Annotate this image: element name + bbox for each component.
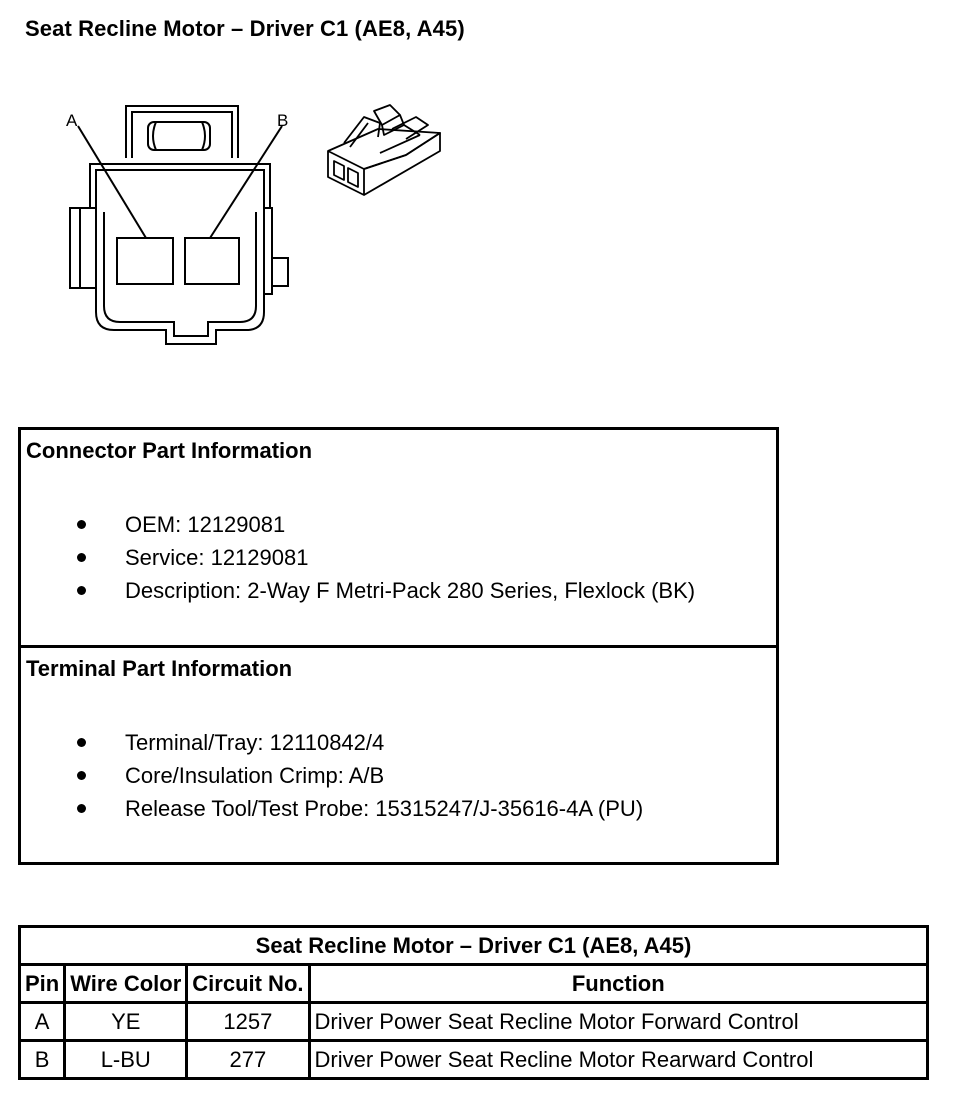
pin-table [18,925,929,1080]
header-wire-color: Wire Color [65,965,187,1003]
bullet-icon [77,520,86,529]
list-item [21,574,695,607]
connector-face-diagram [60,100,300,350]
table-caption: Seat Recline Motor – Driver C1 (AE8, A45) [20,927,928,965]
table-row [20,1003,928,1041]
bullet-icon [77,586,86,595]
list-item [21,792,643,825]
function-cell: Driver Power Seat Recline Motor Forward Control [309,1003,928,1041]
function-cell: Driver Power Seat Recline Motor Rearward Control [309,1041,928,1079]
crimp-text: Core/Insulation Crimp: A/B [125,763,385,788]
bullet-icon [77,771,86,780]
list-item [21,726,643,759]
header-circuit-no: Circuit No. [187,965,309,1003]
header-pin: Pin [20,965,65,1003]
connector-part-information [21,430,776,648]
list-item [21,759,643,792]
bullet-icon [77,804,86,813]
circuit-cell: 1257 [187,1003,309,1041]
bullet-icon [77,738,86,747]
pin-label-a: A [66,111,78,130]
pin-label-b: B [277,111,289,130]
list-item [21,508,695,541]
terminal-info-heading: Terminal Part Information [26,656,293,681]
circuit-cell: 277 [187,1041,309,1079]
pin-cell: A [20,1003,65,1041]
connector-oem-text: OEM: 12129081 [125,512,286,537]
wire-color-cell: YE [65,1003,187,1041]
terminal-part-information [21,648,776,862]
table-caption-row [20,927,928,965]
list-item [21,541,695,574]
table-header-row [20,965,928,1003]
wire-color-cell: L-BU [65,1041,187,1079]
part-information-box [18,427,779,865]
connector-service-text: Service: 12129081 [125,545,309,570]
terminal-info-list [21,726,643,825]
page-title: Seat Recline Motor – Driver C1 (AE8, A45) [25,16,465,41]
bullet-icon [77,553,86,562]
connector-description-text: Description: 2-Way F Metri-Pack 280 Series, Flexlock (BK) [125,578,696,603]
header-function: Function [309,965,928,1003]
terminal-tray-text: Terminal/Tray: 12110842/4 [125,730,385,755]
connector-isometric-diagram [320,95,450,205]
pin-cell: B [20,1041,65,1079]
table-row [20,1041,928,1079]
connector-info-heading: Connector Part Information [26,438,313,463]
release-tool-text: Release Tool/Test Probe: 15315247/J-35616-4A (PU) [125,796,644,821]
connector-info-list [21,508,695,607]
